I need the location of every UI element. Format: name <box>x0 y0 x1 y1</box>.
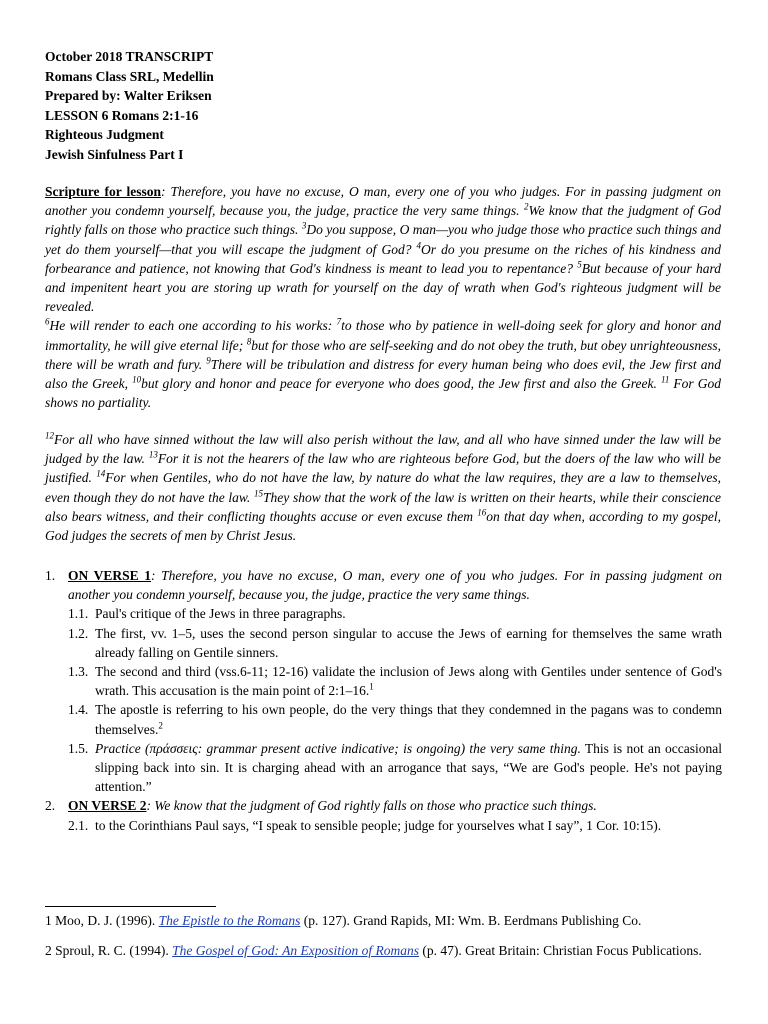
footnote-ref[interactable]: 2 <box>158 720 163 731</box>
list-number: 1.2. <box>68 625 89 641</box>
verse-number: 13 <box>148 449 158 460</box>
subitem-text: The apostle is referring to his own people, do the very things that they condemned in the pagans was to condemn themselves. <box>95 702 722 737</box>
transcript-header <box>45 47 214 164</box>
header-author: Prepared by: Walter Eriksen <box>45 88 212 103</box>
verse-text: : Therefore, you have no excuse, O man, every one of you who judges. For in passing judgment on another you condemn yourself, because you, the judge, practice the very same things. <box>68 568 723 603</box>
footnote-book-link[interactable]: The Epistle to the Romans <box>158 913 301 928</box>
list-number: 1.5. <box>68 740 89 756</box>
footnote-ref[interactable]: 1 <box>369 681 374 692</box>
verse-number: 15 <box>254 488 263 499</box>
list-number: 1. <box>45 568 56 583</box>
footnote-1: 1 Moo, D. J. (1996). The Epistle to the Romans (p. 127). Grand Rapids, MI: Wm. B. Eerdmans Publishing Co. <box>45 913 642 928</box>
list-number: 1.1. <box>68 606 89 622</box>
verse-number: 8 <box>246 336 252 347</box>
footnote-book-link[interactable]: The Gospel of God: An Exposition of Romans <box>172 943 420 958</box>
verse-number: 14 <box>96 468 106 479</box>
verse-number: 16 <box>477 507 487 518</box>
verse-number: 9 <box>206 355 211 366</box>
footnote-separator <box>45 906 216 907</box>
header-date: October 2018 TRANSCRIPT <box>45 49 214 64</box>
list-number: 2.1. <box>68 817 89 833</box>
outline-subitem <box>45 700 722 738</box>
outline-item <box>45 566 722 604</box>
verse-heading: ON VERSE 2 <box>68 798 147 814</box>
outline-subitem <box>45 739 722 797</box>
verse-number: 5 <box>577 259 582 270</box>
list-number: 1.3. <box>68 664 89 680</box>
verse-number: 7 <box>336 316 342 327</box>
scripture-paragraph-2: $^{12}$For all who have sinned without the law will also perish without the law, and all who have sinned under the law will be judged by the law. $^{13}$For it is not the hearers of the law who are righteous before God, but the doers of the law who will be justified. $^{14}$For when Gentiles, who do not have the law, by nature do what the law requires, they are a law to themselves, even though they do not have the law. $^{15}$They show that the work of the law is written on their hearts, while their conscience also bears witness, and their conflicting thoughts accuse or even excuse them $^{16}$on that day when, according to my gospel, God judges the secrets of men by Christ Jesus. <box>45 430 722 544</box>
verse-number: 6 <box>45 316 50 327</box>
outline-subitem <box>45 624 722 662</box>
list-number: 1.4. <box>68 702 89 718</box>
header-title: Righteous Judgment <box>45 127 164 142</box>
verse-number: 3 <box>301 220 307 231</box>
header-class: Romans Class SRL, Medellin <box>45 68 214 84</box>
subitem-text: This is not an occasional slipping back into sin. It is charging ahead with an arrogance that says, “We are God's people. He's not paying attention.” <box>95 740 722 795</box>
subitem-text: to the Corinthians Paul says, “I speak to sensible people; judge for yourselves what I say”, 1 Cor. 10:15). <box>95 817 662 833</box>
subitem-text: The second and third (vss.6-11; 12-16) validate the inclusion of Jews along with Gentiles under sentence of God's wrath. This accusation is the main point of 2:1–16. <box>95 664 722 699</box>
subitem-text: The first, vv. 1–5, uses the second person singular to accuse the Jews of earning for themselves the same wrath already falling on Gentile sinners. <box>95 625 722 660</box>
outline-list <box>45 566 722 835</box>
outline-subitem <box>45 662 722 700</box>
outline-item <box>45 796 722 815</box>
list-number: 2. <box>45 798 56 814</box>
footnote-2: 2 Sproul, R. C. (1994). The Gospel of God: An Exposition of Romans (p. 47). Great Britain: Christian Focus Publications. <box>45 943 702 958</box>
verse-number: 4 <box>416 240 422 251</box>
verse-number: 10 <box>132 374 142 385</box>
verse-number: 11 <box>661 374 670 385</box>
verse-number: 12 <box>45 430 54 441</box>
header-lesson: LESSON 6 Romans 2:1-16 <box>45 107 199 123</box>
verse-heading: ON VERSE 1 <box>68 568 152 583</box>
subitem-text: Paul's critique of the Jews in three paragraphs. <box>95 606 346 622</box>
outline-subitem <box>45 816 722 835</box>
subitem-italic-text: Practice (πράσσεις: grammar present active indicative; is ongoing) the very same thing. <box>95 740 581 756</box>
scripture-paragraph-1: Scripture for lesson: Therefore, you have no excuse, O man, every one of you who judges. For in passing judgment on another you condemn yourself, because you, the judge, practice the very same things. $^2$We know that the judgment of God rightly falls on those who practice such things. $^3$Do you suppose, O man—you who judge those who practice such things and yet do them yourself—that you will escape the judgment of God? $^4$Or do you presume on the riches of his kindness and forbearance and patience, not knowing that God's kindness is meant to lead you to repentance? $^5$But because of your hard and impenitent heart you are storing up wrath for yourself on the day of wrath when God's righteous judgment will be revealed. $^6$He will render to each one according to his works: $^7$to those who by patience in well-doing seek for glory and honor and immortality, he will give eternal life; $^8$but for those who are self-seeking and do not obey the truth, but obey unrighteousness, there will be wrath and fury. $^9$There will be tribulation and distress for every human being who does evil, the Jew first and also the Greek, $^{10}$but glory and honor and peace for everyone who does good, the Jew first and also the Greek. $^{11}$ For God shows no partiality. <box>45 184 722 411</box>
outline-subitem <box>45 604 722 623</box>
scripture-label: Scripture for lesson <box>45 184 162 199</box>
header-subtitle: Jewish Sinfulness Part I <box>45 146 184 162</box>
verse-number: 2 <box>523 201 529 212</box>
verse-text: : We know that the judgment of God rightly falls on those who practice such things. <box>146 798 597 814</box>
